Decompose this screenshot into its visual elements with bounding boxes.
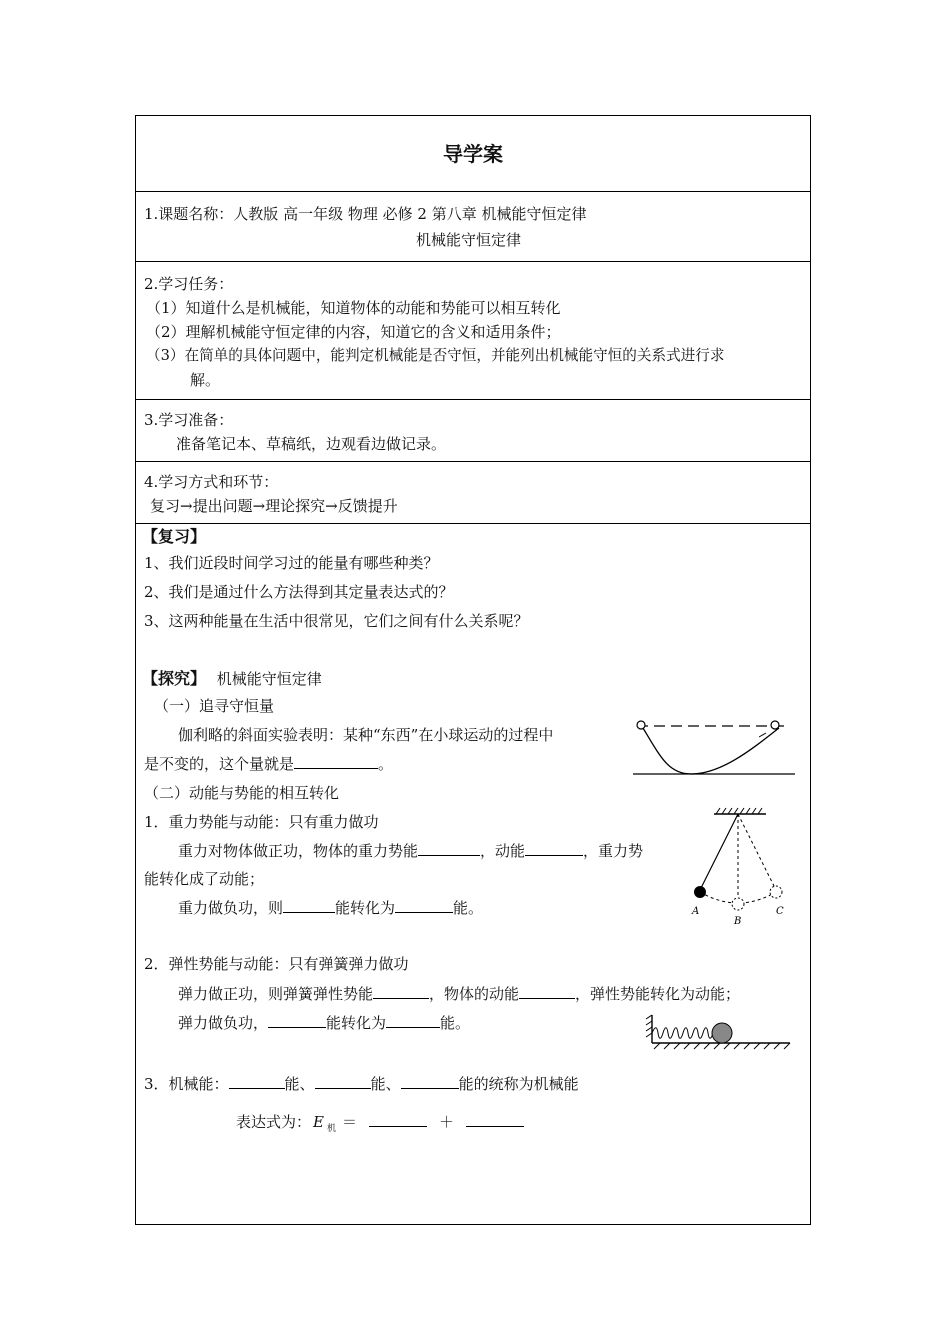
method-text: 复习→提出问题→理论探究→反馈提升 <box>150 497 398 515</box>
answer-blank[interactable] <box>418 841 480 856</box>
answer-blank[interactable] <box>294 754 378 769</box>
answer-blank[interactable] <box>315 1074 371 1089</box>
s1-text: 重力做负功，则 <box>178 899 284 917</box>
explore-heading-line <box>142 669 322 689</box>
pendulum-label-c: C <box>776 906 784 917</box>
course-line-1: 1.课题名称：人教版 高一年级 物理 必修 2 第八章 机械能守恒定律 <box>144 205 587 223</box>
galileo-incline-diagram <box>633 716 798 778</box>
answer-blank[interactable] <box>519 984 575 999</box>
part1-line-2 <box>144 754 393 774</box>
answer-blank[interactable] <box>373 984 429 999</box>
s1-text: 能。 <box>453 899 484 917</box>
method-row <box>136 462 810 524</box>
task-item: （3）在简单的具体问题中，能判定机械能是否守恒，并能列出机械能守恒的关系式进行求 <box>146 347 725 364</box>
page-title: 导学案 <box>443 142 503 166</box>
answer-blank[interactable] <box>268 1013 326 1028</box>
expression-plus: ＋ <box>439 1113 455 1131</box>
review-heading: 【复习】 <box>142 527 207 546</box>
part1-text-end: 。 <box>378 755 394 773</box>
worksheet <box>135 115 811 1225</box>
expression-line <box>236 1112 524 1139</box>
s3-text: 能的统称为机械能 <box>458 1075 579 1093</box>
s2-text: 弹力做正功，则弹簧弹性势能 <box>178 985 374 1003</box>
expression-e: E <box>313 1113 324 1131</box>
s1-text: 重力对物体做正功，物体的重力势能 <box>178 842 419 860</box>
answer-blank[interactable] <box>283 898 335 913</box>
answer-blank[interactable] <box>386 1013 440 1028</box>
expression-label: 表达式为： <box>236 1113 312 1131</box>
s2-line-1 <box>178 984 740 1004</box>
task-item: （1）知道什么是机械能，知道物体的动能和势能可以相互转化 <box>146 299 561 317</box>
tasks-heading: 2.学习任务： <box>144 275 234 293</box>
answer-blank[interactable] <box>401 1074 459 1089</box>
prep-row <box>136 400 810 462</box>
s1-line-1 <box>178 841 643 861</box>
course-line-2: 机械能守恒定律 <box>416 231 522 249</box>
spring-diagram <box>646 1013 792 1049</box>
prep-text: 准备笔记本、草稿纸，边观看边做记录。 <box>176 435 447 453</box>
s2-text: 能。 <box>440 1014 471 1032</box>
method-heading: 4.学习方式和环节： <box>144 473 279 491</box>
s2-title: 2．弹性势能与动能：只有弹簧弹力做功 <box>144 955 409 973</box>
pendulum-label-a: A <box>692 906 700 917</box>
expression-subscript: 机 <box>326 1124 336 1134</box>
s1-text: ，动能 <box>480 842 526 860</box>
answer-blank[interactable] <box>395 898 453 913</box>
explore-heading: 【探究】 <box>142 669 207 688</box>
task-item: （2）理解机械能守恒定律的内容，知道它的含义和适用条件； <box>146 323 561 341</box>
s3-text: 能、 <box>370 1075 401 1093</box>
review-question: 3、这两种能量在生活中很常见，它们之间有什么关系呢？ <box>144 612 529 630</box>
s2-text: ，弹性势能转化为动能； <box>575 985 741 1003</box>
review-question: 1、我们近段时间学习过的能量有哪些种类？ <box>144 554 439 572</box>
s3-text: 能、 <box>284 1075 315 1093</box>
s1-text: ，重力势 <box>583 842 644 860</box>
prep-heading: 3.学习准备： <box>144 411 234 429</box>
s2-text: ，物体的动能 <box>429 985 520 1003</box>
part2-title: （二）动能与势能的相互转化 <box>144 784 340 802</box>
s2-line-2 <box>178 1013 470 1033</box>
s2-text: 弹力做负功， <box>178 1014 269 1032</box>
s1-line-2: 能转化成了动能； <box>144 870 265 888</box>
pendulum-label-b: B <box>734 916 742 927</box>
expression-equals: ＝ <box>341 1113 357 1131</box>
explore-subtitle: 机械能守恒定律 <box>216 670 322 688</box>
title-row <box>136 116 810 192</box>
s1-title: 1．重力势能与动能：只有重力做功 <box>144 813 379 831</box>
s2-text: 能转化为 <box>326 1014 387 1032</box>
answer-blank[interactable] <box>525 841 583 856</box>
s3-text: 3．机械能： <box>144 1075 229 1093</box>
s3-line <box>144 1074 579 1094</box>
part1-text: 是不变的，这个量就是 <box>144 755 295 773</box>
pendulum-diagram <box>686 806 796 928</box>
s1-text: 能转化为 <box>335 899 396 917</box>
answer-blank[interactable] <box>369 1112 427 1127</box>
review-question: 2、我们是通过什么方法得到其定量表达式的？ <box>144 583 454 601</box>
task-item: 解。 <box>190 371 221 389</box>
part1-line-1: 伽利略的斜面实验表明：某种“东西”在小球运动的过程中 <box>178 726 554 744</box>
tasks-row <box>136 262 810 400</box>
course-row <box>136 192 810 262</box>
answer-blank[interactable] <box>229 1074 285 1089</box>
part1-title: （一）追寻守恒量 <box>154 697 275 715</box>
s1-line-3 <box>178 898 483 918</box>
answer-blank[interactable] <box>466 1112 524 1127</box>
